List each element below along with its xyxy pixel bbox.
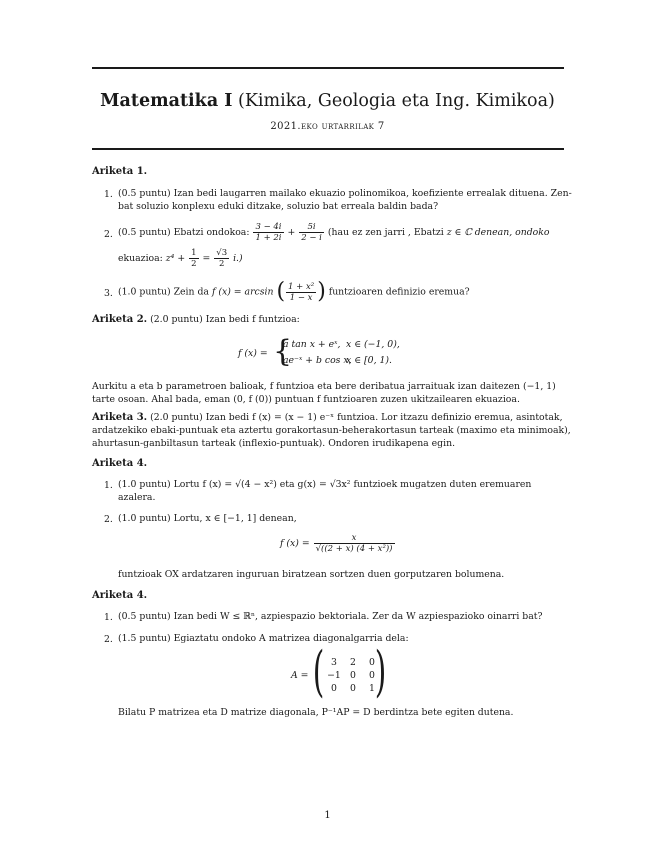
- fraction-5: [286, 282, 316, 303]
- matrix-lhs: A =: [291, 670, 309, 681]
- date-text: .eko urtarrilak 7: [297, 121, 385, 132]
- title-degrees: (Kimika, Geologia eta Ing. Kimikoa): [238, 91, 555, 111]
- ex4a-item1-line2: azalera.: [118, 492, 156, 503]
- ex2-case2: ae⁻ˣ + b cos x,: [283, 355, 352, 366]
- ex1-item2-tail2: z ∈ ℂ denean, ondoko: [446, 227, 550, 238]
- ex4b-item2-line1: (1.5 puntu) Egiaztatu ondoko A matrizea diagonalgarria dela:: [118, 633, 409, 644]
- exercise-4b-heading: Ariketa 4.: [92, 590, 148, 601]
- ex2-line1: Aurkitu a eta b parametroen balioak, f funtzioa eta bere deribatua jarraituak izan daitezen (−1, 1): [92, 381, 556, 392]
- fraction-5-den: 1 − x: [289, 292, 313, 303]
- ex4b-item2-line2: Bilatu P matrizea eta D matrize diagonala, P⁻¹AP = D berdintza bete egiten dutena.: [118, 707, 514, 718]
- fraction-3-num: 1: [191, 248, 197, 258]
- page-title: [0, 90, 655, 112]
- matrix-left-paren: (: [312, 640, 325, 703]
- matrix-right-paren: ): [374, 640, 387, 703]
- fraction-2: [299, 222, 324, 243]
- fraction-3-den: 2: [191, 259, 197, 269]
- ex2-cond1: x ∈ (−1, 0),: [346, 339, 400, 350]
- ex4a-item1-line1: (1.0 puntu) Lortu f (x) = √(4 − x²) eta g(x) = √3x² funtzioek mugatzen duten eremuaren: [118, 479, 532, 490]
- ex1-item2-eq-lhs: z⁴ +: [165, 253, 186, 264]
- ex1-item3-number: 3.: [104, 288, 113, 299]
- fraction-5-num: 1 + x²: [288, 281, 315, 292]
- title-subject: Matematika I: [100, 91, 233, 111]
- page-number: 1: [324, 810, 331, 821]
- ex2-intro-line: [92, 313, 300, 326]
- ex4a-item2-line1: (1.0 puntu) Lortu, x ∈ [−1, 1] denean,: [118, 513, 297, 524]
- ex2-line2: tarte osoan. Ahal bada, eman (0, f (0)) puntuan f funtzioaren zuzen ukitzailearen ekuazioa.: [92, 394, 520, 405]
- matrix-cell: −1: [327, 670, 341, 681]
- ex1-item2-tail: (hau ez zen jarri , Ebatzi: [327, 227, 444, 238]
- equals-sign: =: [202, 253, 211, 264]
- top-rule: [92, 67, 564, 69]
- fraction-1: [253, 222, 283, 243]
- ex1-item2-number: 2.: [104, 229, 113, 240]
- ex1-item2-line2: [118, 247, 243, 271]
- matrix-cell: 3: [331, 657, 337, 668]
- ex3-line2: ardatzekiko ebaki-puntuak eta aztertu gorakortasun-beherakortasun tarteak (maximo eta minimoak),: [92, 425, 571, 436]
- plus-sign: +: [287, 227, 296, 238]
- fraction-6-den: √((2 + x) (4 + x²)): [315, 544, 393, 554]
- matrix-cell: 0: [350, 670, 356, 681]
- fraction-3: [189, 248, 198, 269]
- exercise-2-heading: Ariketa 2.: [92, 314, 148, 325]
- fraction-4-num: √3: [216, 248, 228, 258]
- ex2-cond2: x ∈ [0, 1).: [346, 355, 392, 366]
- matrix-cell: 1: [369, 683, 375, 694]
- ex1-item3-fx: f (x) = arcsin: [211, 286, 274, 298]
- ex1-item1-number: 1.: [104, 189, 113, 200]
- fraction-4: [214, 248, 229, 269]
- ex1-item3-tail: funtzioaren definizio eremua?: [328, 286, 470, 298]
- exam-date: [0, 121, 655, 132]
- ex1-item2-lead: (0.5 puntu) Ebatzi ondokoa:: [118, 227, 250, 238]
- matrix-cell: 0: [350, 683, 356, 694]
- ex4a-fx: f (x) =: [280, 538, 310, 549]
- ex1-item2-line1: [118, 221, 549, 245]
- exercise-4a-heading: Ariketa 4.: [92, 458, 148, 469]
- ex4a-item1-number: 1.: [104, 480, 113, 491]
- ex3-line1: [92, 411, 563, 424]
- ex2-intro: (2.0 puntu) Izan bedi f funtzioa:: [150, 314, 300, 325]
- matrix-cell: 0: [331, 683, 337, 694]
- ex3-line1-text: (2.0 puntu) Izan bedi f (x) = (x − 1) e⁻ˣ funtzioa. Lor itzazu definizio eremua, asintotak,: [150, 412, 563, 423]
- fraction-2-num: 5i: [299, 222, 324, 233]
- bottom-rule: [92, 148, 564, 150]
- fraction-6-num: x: [314, 533, 395, 544]
- ex1-item1-line2: bat soluzio konplexu eduki ditzake, soluzio bat erreala baldin bada?: [118, 201, 439, 212]
- ex4a-item2-formula: [280, 531, 396, 557]
- fraction-1-num: 3 − 4i: [255, 222, 282, 232]
- left-paren: (: [276, 279, 286, 304]
- ex1-item3-line: [118, 278, 470, 307]
- ex2-fx: f (x) =: [238, 348, 268, 359]
- ex4a-item2-line2: funtzioak OX ardatzaren inguruan biratzean sortzen duen gorputzaren bolumena.: [118, 569, 505, 580]
- fraction-4-den: 2: [218, 259, 225, 269]
- matrix-cell: 0: [369, 670, 375, 681]
- ex1-item2-eq-end: i.): [233, 253, 243, 264]
- fraction-2-den: 2 − i: [301, 233, 322, 243]
- ex3-line3: ahurtasun-ganbiltasun tarteak (inflexio-puntuak). Ondoren irudikapena egin.: [92, 438, 456, 449]
- ex4b-item1-number: 1.: [104, 612, 113, 623]
- matrix-cell: 0: [369, 657, 375, 668]
- ex4b-item1-line1: (0.5 puntu) Izan bedi W ≤ ℝⁿ, azpiespazio bektoriala. Zer da W azpiespazioko oinarri bat?: [118, 611, 543, 622]
- case-brace: {: [273, 334, 293, 369]
- ex4b-item2-number: 2.: [104, 634, 113, 645]
- ex4a-item2-number: 2.: [104, 514, 113, 525]
- exercise-3-heading: Ariketa 3.: [92, 412, 148, 423]
- ex1-item3-lead: (1.0 puntu) Zein da: [118, 286, 209, 298]
- right-paren: ): [317, 279, 326, 304]
- matrix-cell: 2: [350, 657, 356, 668]
- fraction-6: [314, 533, 395, 554]
- ex1-item1-line1: (0.5 puntu) Izan bedi laugarren mailako ekuazio polinomikoa, koefiziente errealak dituena. Zen-: [118, 188, 572, 199]
- date-year: 2021: [270, 121, 298, 132]
- ex2-case1: a tan x + eˣ,: [283, 339, 341, 350]
- exercise-1-heading: Ariketa 1.: [92, 166, 148, 177]
- fraction-1-den: 1 + 2i: [255, 233, 282, 243]
- ex1-item2-eq-label: ekuazioa:: [118, 253, 163, 264]
